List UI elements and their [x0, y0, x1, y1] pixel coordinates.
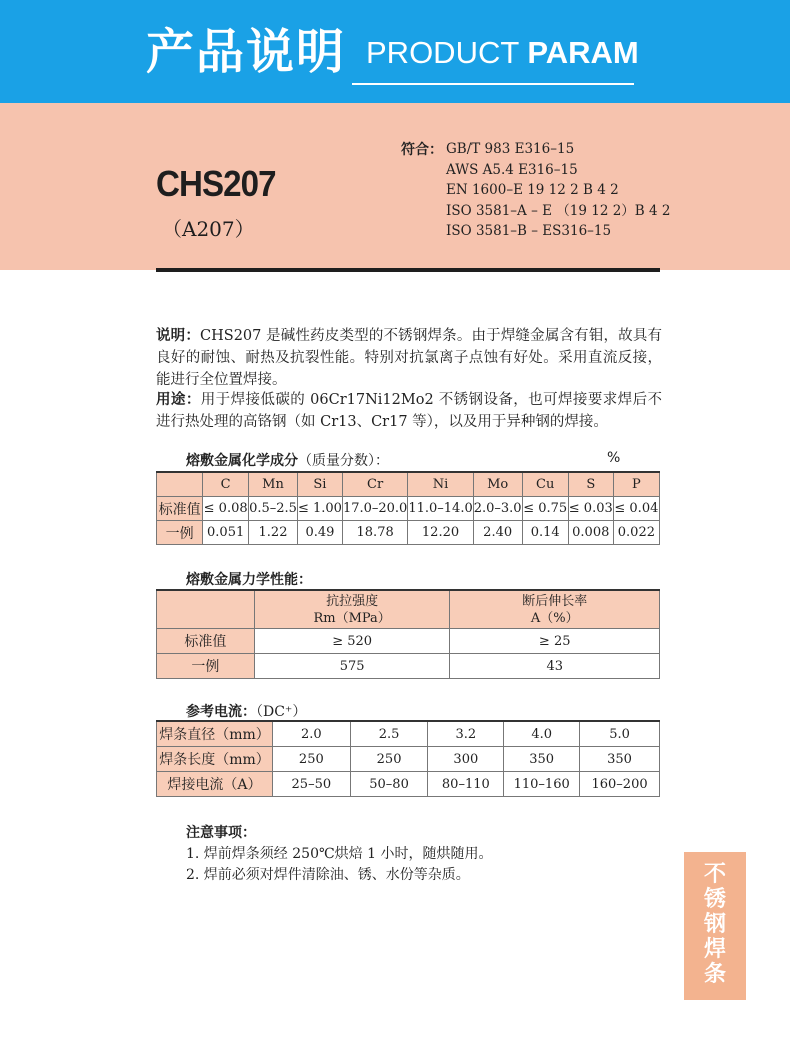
table-cell: 18.78 [342, 521, 407, 545]
table-cell: 43 [450, 654, 660, 679]
standard-item: GB/T 983 E316–15 [446, 141, 575, 157]
table-cell: 50–80 [350, 772, 428, 797]
row-label: 焊接电流（A） [157, 772, 273, 797]
chemical-title-text: 熔敷金属化学成分 [186, 453, 298, 469]
table-cell: ≥ 25 [450, 629, 660, 654]
mechanical-title: 熔敷金属力学性能： [186, 572, 312, 588]
column-header: Si [297, 472, 342, 497]
table-cell: ≤ 0.08 [203, 497, 249, 521]
current-table [156, 720, 660, 797]
table-cell: 0.008 [568, 521, 613, 545]
side-tag-char: 不 [703, 862, 726, 887]
table-row [157, 654, 660, 679]
row-label: 一例 [157, 654, 255, 679]
notes-title: 注意事项： [186, 825, 256, 841]
description-label: 说明： [156, 328, 201, 344]
mechanical-header-row [157, 590, 660, 629]
table-cell: 250 [272, 747, 350, 772]
column-header: Ni [408, 472, 473, 497]
column-header: Mo [473, 472, 522, 497]
side-tag-char: 钢 [703, 912, 726, 937]
note-item: 2. 焊前必须对焊件清除油、锈、水份等杂质。 [186, 867, 470, 883]
table-cell: 1.22 [249, 521, 298, 545]
table-cell: 300 [428, 747, 504, 772]
usage-paragraph [156, 389, 662, 433]
banner-title-en-bold: PARAM [527, 35, 639, 70]
table-cell: ≤ 1.00 [297, 497, 342, 521]
banner-title-en [366, 36, 639, 70]
table-cell: 110–160 [504, 772, 580, 797]
table-row [157, 497, 660, 521]
table-cell: 350 [580, 747, 660, 772]
standards-label: 符合： [401, 142, 443, 158]
chemical-header-row [157, 472, 660, 497]
table-row [157, 521, 660, 545]
row-label: 一例 [157, 521, 203, 545]
mechanical-table [156, 589, 660, 679]
chemical-title-note: （质量分数）： [298, 453, 389, 469]
table-cell: 12.20 [408, 521, 473, 545]
usage-text: 用于焊接低碳的 06Cr17Ni12Mo2 不锈钢设备，也可焊接要求焊后不进行热处理的高铬钢（如 Cr13、Cr17 等），以及用于异种钢的焊接。 [156, 392, 662, 430]
note-item: 1. 焊前焊条须经 250℃烘焙 1 小时，随烘随用。 [186, 846, 493, 862]
tensile-header-line2: Rm（MPa） [313, 610, 391, 626]
table-cell: ≥ 520 [254, 629, 450, 654]
table-cell: 2.0–3.0 [473, 497, 522, 521]
chemical-title [186, 450, 389, 470]
table-cell: 0.5–2.5 [249, 497, 298, 521]
table-row [157, 772, 660, 797]
current-title-note: （DC⁺） [256, 704, 307, 720]
current-title [186, 701, 306, 721]
tensile-header [254, 590, 450, 629]
elongation-header [450, 590, 660, 629]
chemical-corner-cell [157, 472, 203, 497]
column-header: S [568, 472, 613, 497]
table-cell: 0.14 [522, 521, 568, 545]
mechanical-corner-cell [157, 590, 255, 629]
table-cell: 350 [504, 747, 580, 772]
tensile-header-line1: 抗拉强度 [326, 593, 379, 609]
table-cell: ≤ 0.03 [568, 497, 613, 521]
row-label: 标准值 [157, 497, 203, 521]
table-cell: 0.49 [297, 521, 342, 545]
column-header: C [203, 472, 249, 497]
row-label: 标准值 [157, 629, 255, 654]
table-cell: 5.0 [580, 721, 660, 747]
table-cell: 2.5 [350, 721, 428, 747]
side-tag-char: 锈 [703, 887, 726, 912]
table-cell: 17.0–20.0 [342, 497, 407, 521]
side-tag-char: 焊 [703, 937, 726, 962]
side-tag-char: 条 [703, 962, 726, 987]
description-paragraph [156, 325, 662, 391]
notes-section [186, 823, 492, 886]
product-alt-model: （A207） [162, 217, 255, 241]
column-header: Cu [522, 472, 568, 497]
table-cell: 11.0–14.0 [408, 497, 473, 521]
table-cell: 250 [350, 747, 428, 772]
header-divider [156, 268, 660, 272]
current-title-text: 参考电流： [186, 704, 256, 720]
row-label: 焊条长度（mm） [157, 747, 273, 772]
table-cell: 3.2 [428, 721, 504, 747]
table-cell: ≤ 0.75 [522, 497, 568, 521]
elongation-header-line1: 断后伸长率 [522, 593, 588, 609]
product-model: CHS207 [156, 163, 276, 204]
banner-underline [352, 83, 634, 85]
side-tag-text [684, 862, 746, 987]
banner-title-en-light: PRODUCT [366, 35, 519, 70]
product-header [0, 103, 790, 270]
table-cell: 4.0 [504, 721, 580, 747]
banner-title-cn: 产品说明 [146, 24, 347, 80]
standard-item: ISO 3581–B – ES316–15 [446, 223, 612, 239]
row-label: 焊条直径（mm） [157, 721, 273, 747]
table-cell: 2.0 [272, 721, 350, 747]
standards-list [446, 139, 670, 242]
chemical-unit: % [607, 450, 621, 466]
table-row [157, 721, 660, 747]
description-text: CHS207 是碱性药皮类型的不锈钢焊条。由于焊缝金属含有钼，故具有良好的耐蚀、耐热及抗裂性能。特别对抗氯离子点蚀有好处。采用直流反接，能进行全位置焊接。 [156, 328, 662, 388]
table-row [157, 747, 660, 772]
top-banner [0, 0, 790, 103]
column-header: Cr [342, 472, 407, 497]
table-cell: 25–50 [272, 772, 350, 797]
column-header: P [613, 472, 659, 497]
elongation-header-line2: A（%） [530, 610, 579, 626]
table-cell: 160–200 [580, 772, 660, 797]
table-row [157, 629, 660, 654]
column-header: Mn [249, 472, 298, 497]
standard-item: ISO 3581–A – E （19 12 2）B 4 2 [446, 202, 671, 219]
standard-item: EN 1600–E 19 12 2 B 4 2 [446, 182, 619, 198]
category-side-tag [684, 852, 746, 1000]
table-cell: 2.40 [473, 521, 522, 545]
table-cell: 0.022 [613, 521, 659, 545]
usage-label: 用途： [156, 392, 201, 408]
standard-item: AWS A5.4 E316–15 [446, 161, 578, 178]
table-cell: 80–110 [428, 772, 504, 797]
table-cell: 0.051 [203, 521, 249, 545]
chemical-table [156, 471, 660, 545]
table-cell: 575 [254, 654, 450, 679]
table-cell: ≤ 0.04 [613, 497, 659, 521]
